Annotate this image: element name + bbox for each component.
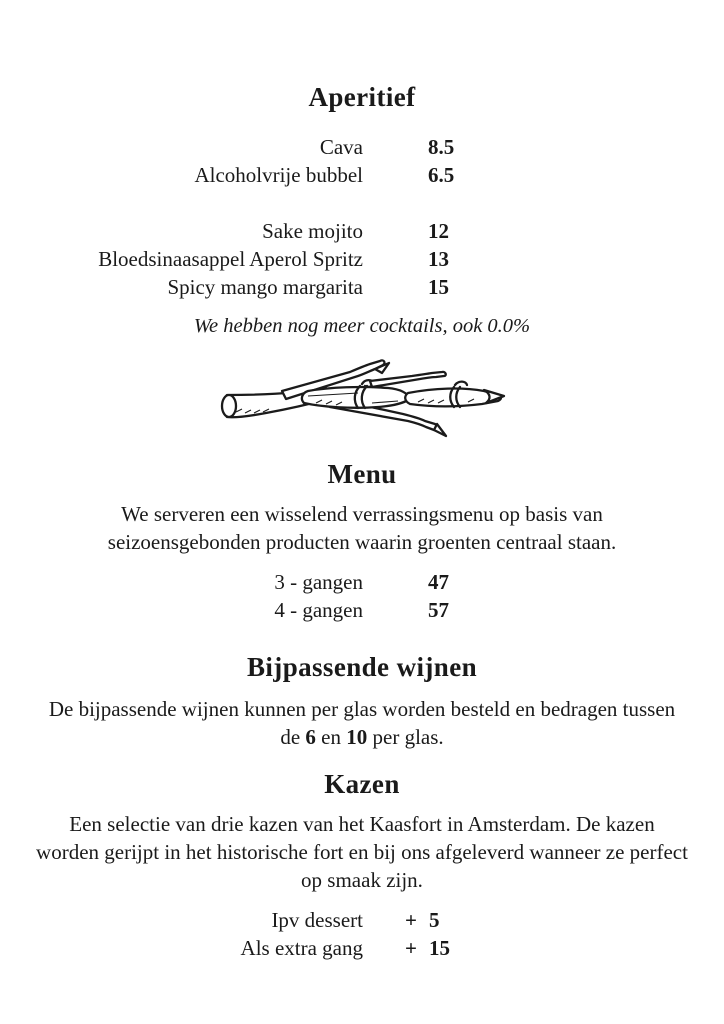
item-name: Ipv dessert: [271, 908, 363, 933]
item-price: 5: [429, 908, 440, 933]
item-price: 6.5: [428, 163, 455, 188]
plus-sign: +: [405, 908, 417, 933]
item-price: 12: [428, 219, 449, 244]
menu-item-row: [0, 273, 724, 301]
item-price: 13: [428, 247, 449, 272]
aperitief-bubbles-list: [0, 133, 724, 189]
item-name: Spicy mango margarita: [167, 275, 363, 300]
wijnen-price-max: 10: [346, 725, 368, 750]
item-name: Als extra gang: [240, 936, 363, 961]
aperitief-cocktails-list: [0, 217, 724, 301]
wijnen-text-between: en: [315, 725, 347, 750]
menu-item-row: [0, 934, 724, 962]
item-name: 4 - gangen: [274, 598, 363, 623]
menu-item-row: [0, 217, 724, 245]
item-name: Alcoholvrije bubbel: [194, 163, 363, 188]
section-title-menu: Menu: [327, 459, 397, 490]
item-price: 47: [428, 570, 449, 595]
menu-item-row: [0, 245, 724, 273]
wijnen-text-after: per glas.: [367, 725, 444, 750]
item-name: 3 - gangen: [274, 570, 363, 595]
section-title-wijnen: Bijpassende wijnen: [247, 652, 477, 683]
wijnen-text-before: De bijpassende wijnen kunnen per glas worden besteld en bedragen tussen de: [48, 697, 676, 750]
wijnen-description: [38, 695, 686, 751]
kazen-options-list: [0, 906, 724, 962]
kazen-description: Een selectie van drie kazen van het Kaasfort in Amsterdam. De kazen worden gerijpt in het historische fort en bij ons afgeleverd wanneer ze perfect op smaak zijn.: [36, 812, 688, 893]
menu-item-row: [0, 596, 724, 624]
plus-sign: +: [405, 936, 417, 961]
cocktails-note: We hebben nog meer cocktails, ook 0.0%: [193, 315, 531, 338]
menu-item-row: [0, 161, 724, 189]
item-name: Sake mojito: [262, 219, 363, 244]
item-price: 57: [428, 598, 449, 623]
menu-courses-list: [0, 568, 724, 624]
asparagus-bundle-icon: [212, 355, 512, 443]
menu-description: We serveren een wisselend verrassingsmenu op basis van seizoensgebonden producten waarin groenten centraal staan.: [107, 502, 617, 555]
section-title-aperitief: Aperitief: [308, 82, 416, 112]
item-price: 15: [428, 275, 449, 300]
menu-item-row: [0, 568, 724, 596]
wijnen-price-min: 6: [305, 725, 316, 750]
menu-item-row: [0, 906, 724, 934]
item-name: Cava: [319, 135, 363, 160]
item-price: 8.5: [428, 135, 455, 160]
menu-item-row: [0, 133, 724, 161]
item-price: 15: [429, 936, 450, 961]
asparagus-illustration: [212, 355, 512, 443]
item-name: Bloedsinaasappel Aperol Spritz: [98, 247, 363, 272]
section-title-kazen: Kazen: [324, 769, 400, 800]
